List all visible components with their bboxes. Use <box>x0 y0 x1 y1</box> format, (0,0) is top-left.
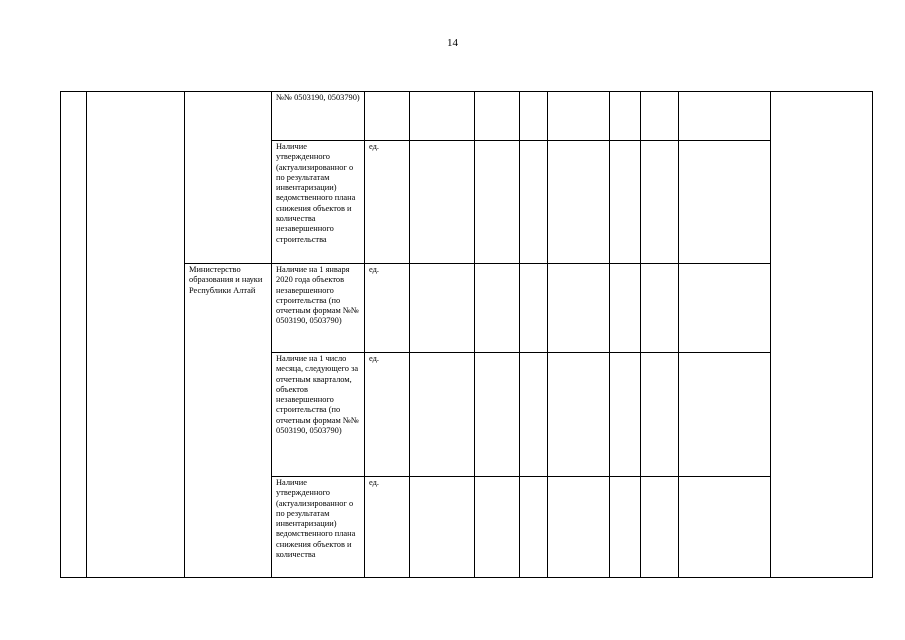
table-cell-unit: ед. <box>365 477 410 578</box>
table-cell <box>410 141 475 264</box>
table-cell <box>475 477 520 578</box>
table-cell <box>610 477 641 578</box>
table-cell <box>610 353 641 477</box>
table-cell <box>641 477 679 578</box>
table-cell-executor: Министерство образования и науки Республики Алтай <box>185 264 272 578</box>
table-cell <box>641 141 679 264</box>
table-cell <box>548 353 610 477</box>
table-cell <box>520 353 548 477</box>
table-cell-indicator: Наличие на 1 января 2020 года объектов незавершенного строительства (по отчетным формам №№ 0503190, 0503790) <box>272 264 365 353</box>
table-row <box>61 92 873 141</box>
table-cell <box>679 92 771 141</box>
table-cell-indicator: Наличие утвержденного (актуализированног о по результатам инвентаризации) ведомственного плана снижения объектов и количества незавершенного строительства <box>272 141 365 264</box>
table-cell <box>475 353 520 477</box>
table-cell <box>610 264 641 353</box>
table-cell-unit: ед. <box>365 141 410 264</box>
table-cell-unit: ед. <box>365 353 410 477</box>
table-cell-executor <box>185 92 272 264</box>
table-cell <box>548 264 610 353</box>
table-cell <box>641 264 679 353</box>
table-cell <box>475 264 520 353</box>
table-cell <box>548 141 610 264</box>
table-cell <box>520 92 548 141</box>
table-cell-number <box>61 92 87 578</box>
table-cell-indicator: Наличие на 1 число месяца, следующего за отчетным кварталом, объектов незавершенного строительства (по отчетным формам №№ 0503190, 0503790) <box>272 353 365 477</box>
table-cell-unit: ед. <box>365 264 410 353</box>
table-cell-unit <box>365 92 410 141</box>
table-cell <box>548 92 610 141</box>
table-cell <box>520 141 548 264</box>
table-cell-notes <box>771 92 873 578</box>
table-cell <box>610 141 641 264</box>
table-cell <box>679 264 771 353</box>
table-cell <box>410 353 475 477</box>
table-cell <box>679 141 771 264</box>
table-cell <box>641 353 679 477</box>
table-cell <box>548 477 610 578</box>
table-cell <box>520 477 548 578</box>
page-number: 14 <box>447 37 458 49</box>
table-cell-indicator: №№ 0503190, 0503790) <box>272 92 365 141</box>
table-cell <box>475 92 520 141</box>
table-cell <box>610 92 641 141</box>
table-cell <box>475 141 520 264</box>
table-cell <box>520 264 548 353</box>
indicators-table <box>60 91 873 578</box>
table-cell <box>410 264 475 353</box>
table-cell-indicator: Наличие утвержденного (актуализированног о по результатам инвентаризации) ведомственного плана снижения объектов и количества <box>272 477 365 578</box>
table-cell <box>679 477 771 578</box>
table-cell <box>410 477 475 578</box>
table-cell <box>679 353 771 477</box>
table-cell-event <box>87 92 185 578</box>
table-cell <box>410 92 475 141</box>
table-cell <box>641 92 679 141</box>
